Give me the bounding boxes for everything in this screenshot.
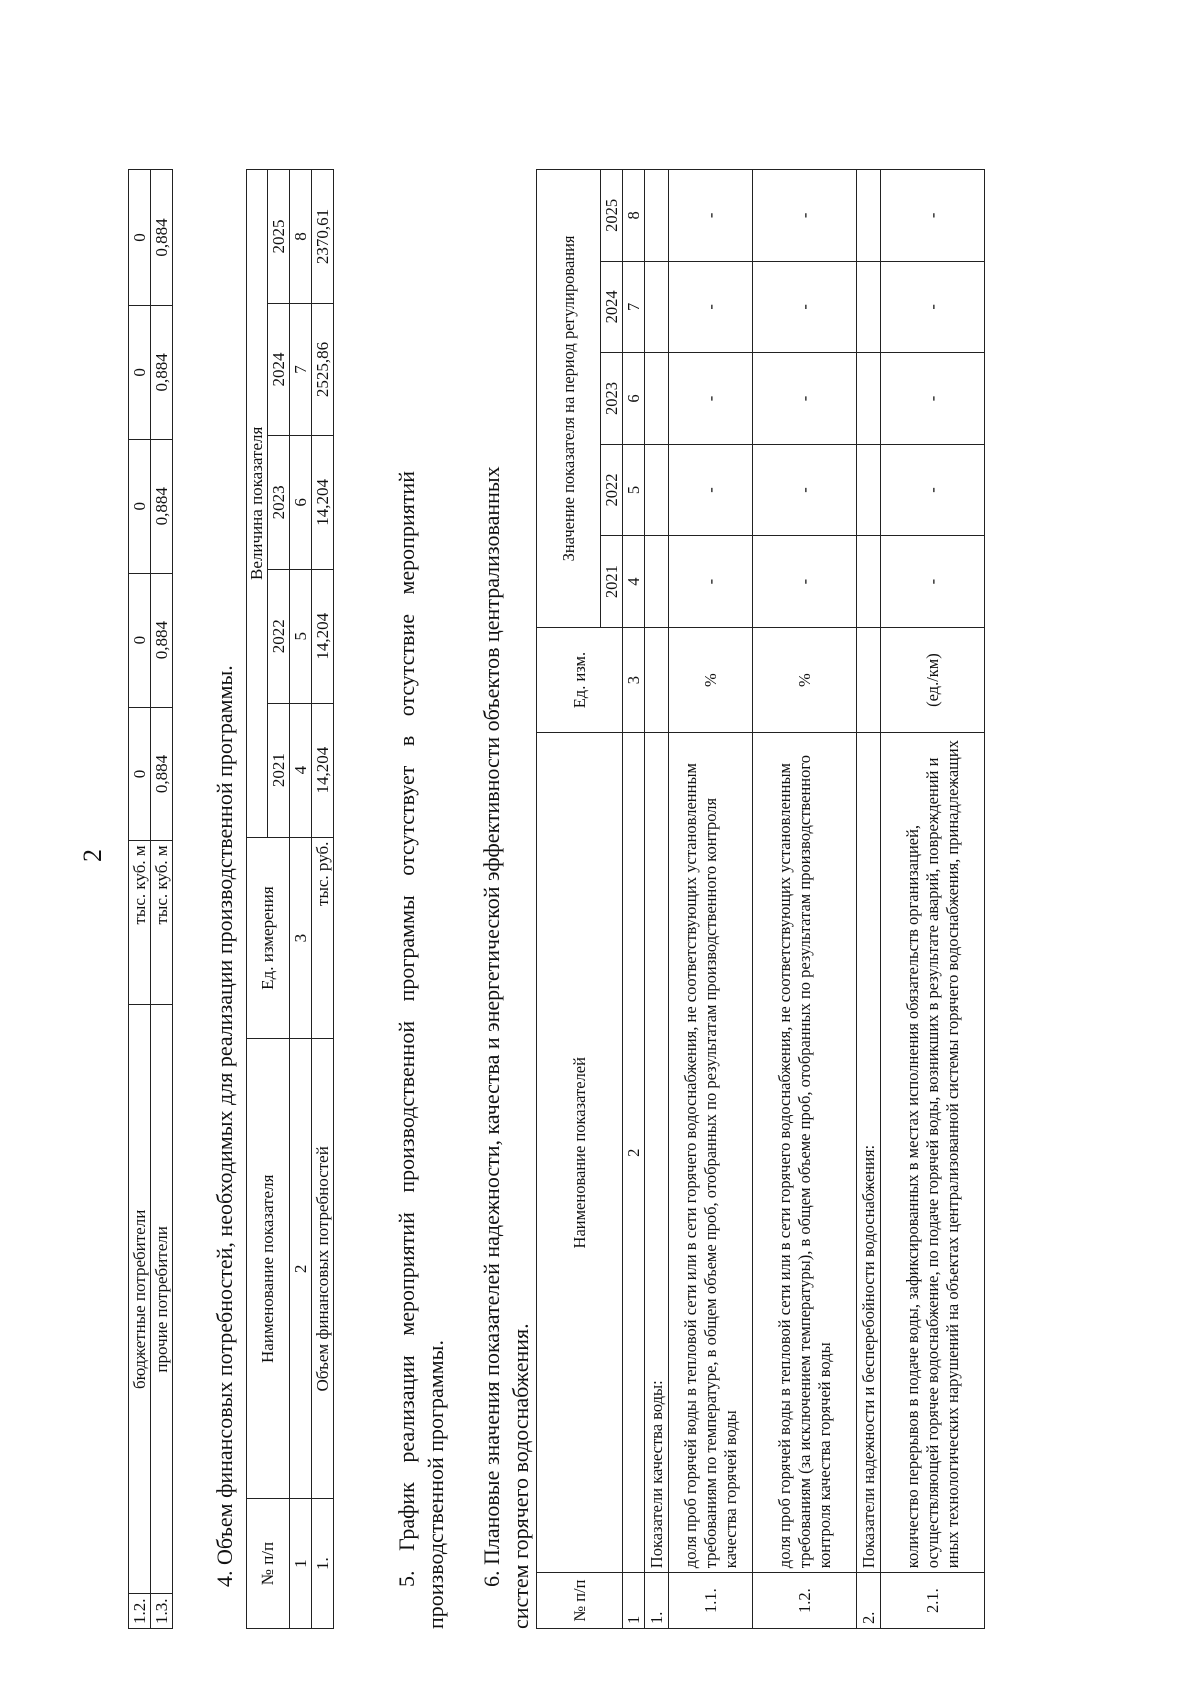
value-cell: 2525,86	[312, 303, 334, 435]
year-header: 2025	[268, 170, 290, 304]
value-cell: 0	[129, 707, 151, 841]
row-unit: тыс. руб.	[312, 837, 334, 1039]
value-cell: 0	[129, 170, 151, 306]
value-cell: -	[669, 444, 753, 536]
index-cell: 7	[623, 261, 645, 353]
index-cell: 4	[290, 703, 312, 837]
column-index-row	[623, 170, 645, 1629]
section-6-heading-line2: систем горячего водоснабжения.	[508, 1323, 533, 1629]
group-row	[645, 170, 669, 1629]
section-4-heading: 4. Объем финансовых потребностей, необходимых для реализации производственной программы.	[212, 665, 237, 1587]
index-cell: 7	[290, 303, 312, 435]
value-cell: 0	[129, 439, 151, 573]
column-header-value: Величина показателя	[247, 170, 268, 838]
index-cell: 6	[290, 435, 312, 569]
group-name: Показатели надежности и бесперебойности водоснабжения:	[857, 733, 881, 1573]
year-header: 2022	[268, 569, 290, 703]
year-header: 2022	[601, 444, 623, 536]
value-cell: 2370,61	[312, 170, 334, 304]
value-cell: -	[881, 536, 985, 628]
section-5-text-line1: 5. График реализации мероприятий производственной программы отсутствует в отсутствие мероприятий	[394, 471, 419, 1587]
group-row	[857, 170, 881, 1629]
row-number: 1.2.	[753, 1573, 857, 1629]
index-cell: 6	[623, 353, 645, 445]
index-cell: 5	[623, 444, 645, 536]
group-name: Показатели качества воды:	[645, 733, 669, 1573]
row-unit: тыс. куб. м	[151, 841, 173, 1005]
column-header-name: Наименование показателя	[247, 1039, 290, 1499]
value-cell: -	[753, 444, 857, 536]
row-number: 2.1.	[881, 1573, 985, 1629]
row-number: 1.3.	[151, 1594, 173, 1629]
row-name: бюджетные потребители	[129, 1005, 151, 1594]
row-unit: %	[753, 627, 857, 732]
section-5-text-line2: производственной программы.	[423, 1340, 448, 1629]
index-cell: 1	[290, 1499, 312, 1629]
value-cell: -	[669, 261, 753, 353]
value-cell: -	[669, 536, 753, 628]
value-cell: -	[881, 353, 985, 445]
value-cell: 0	[129, 573, 151, 707]
value-cell: -	[753, 353, 857, 445]
value-cell: -	[881, 444, 985, 536]
table-header-row	[247, 170, 268, 1629]
row-name: прочие потребители	[151, 1005, 173, 1594]
value-cell: 0	[129, 305, 151, 439]
value-cell: -	[669, 170, 753, 262]
column-header-number: № п/п	[247, 1499, 290, 1629]
section-6-heading-line1: 6. Плановые значения показателей надежности, качества и энергетической эффективности объектов централизованных	[479, 466, 504, 1587]
table-header-row	[537, 170, 601, 1629]
column-header-name: Наименование показателей	[537, 733, 623, 1573]
table-row	[151, 170, 173, 1629]
column-header-unit: Ед. измерения	[247, 837, 290, 1039]
year-header: 2023	[601, 353, 623, 445]
value-cell: 0,884	[151, 305, 173, 439]
value-cell: 14,204	[312, 703, 334, 837]
year-header: 2025	[601, 170, 623, 262]
value-cell: 14,204	[312, 569, 334, 703]
value-cell: 0,884	[151, 439, 173, 573]
row-name: количество перерывов в подаче воды, зафиксированных в местах исполнения обязательств организацией, осуществляющей горячее водоснабжение, по подаче горячей воды, возникших в результате аварий, повреждений и иных технологических нарушений на объектах централизованной системы горячего водоснабжения, принадлежащих	[881, 733, 985, 1573]
row-name: доля проб горячей воды в тепловой сети или в сети горячего водоснабжения, не соответствующих установленным требованиям по температуре, в общем объеме проб, отобранных по результатам производственного контроля качества горячей воды	[669, 733, 753, 1573]
value-cell: -	[881, 261, 985, 353]
year-header: 2024	[601, 261, 623, 353]
row-number: 1.	[645, 1573, 669, 1629]
value-cell: -	[753, 536, 857, 628]
year-header: 2023	[268, 435, 290, 569]
column-header-number: № п/п	[537, 1573, 623, 1629]
index-cell: 3	[290, 837, 312, 1039]
row-name: Объем финансовых потребностей	[312, 1039, 334, 1499]
index-cell: 4	[623, 536, 645, 628]
year-header: 2021	[601, 536, 623, 628]
index-cell: 8	[623, 170, 645, 262]
index-cell: 2	[290, 1039, 312, 1499]
table-row	[881, 170, 985, 1629]
index-cell: 8	[290, 170, 312, 304]
value-cell: 0,884	[151, 707, 173, 841]
row-number: 1.2.	[129, 1594, 151, 1629]
index-cell: 3	[623, 627, 645, 732]
row-number: 2.	[857, 1573, 881, 1629]
table-row	[753, 170, 857, 1629]
value-cell: -	[753, 170, 857, 262]
quality-indicators-table	[536, 169, 985, 1629]
index-cell: 1	[623, 1573, 645, 1629]
value-cell: 0,884	[151, 170, 173, 306]
index-cell: 2	[623, 733, 645, 1573]
row-unit: тыс. куб. м	[129, 841, 151, 1005]
row-number: 1.	[312, 1499, 334, 1629]
column-header-period: Значение показателя на период регулирования	[537, 170, 601, 628]
table-row	[312, 170, 334, 1629]
table-row	[669, 170, 753, 1629]
financial-needs-table	[246, 169, 334, 1629]
year-header: 2021	[268, 703, 290, 837]
row-unit: %	[669, 627, 753, 732]
value-cell: 0,884	[151, 573, 173, 707]
value-cell: -	[881, 170, 985, 262]
row-number: 1.1.	[669, 1573, 753, 1629]
row-name: доля проб горячей воды в тепловой сети или в сети горячего водоснабжения, не соответствующих установленным требованиям (за исключением температуры), в общем объеме проб, отобранных по результатам производственного контроля качества горячей воды	[753, 733, 857, 1573]
value-cell: -	[669, 353, 753, 445]
index-cell: 5	[290, 569, 312, 703]
page-number: 2	[78, 849, 107, 862]
year-header: 2024	[268, 303, 290, 435]
consumption-table	[128, 169, 173, 1629]
value-cell: 14,204	[312, 435, 334, 569]
value-cell: -	[753, 261, 857, 353]
row-unit: (ед./км)	[881, 627, 985, 732]
table-row	[129, 170, 151, 1629]
column-index-row	[290, 170, 312, 1629]
column-header-unit: Ед. изм.	[537, 627, 623, 732]
